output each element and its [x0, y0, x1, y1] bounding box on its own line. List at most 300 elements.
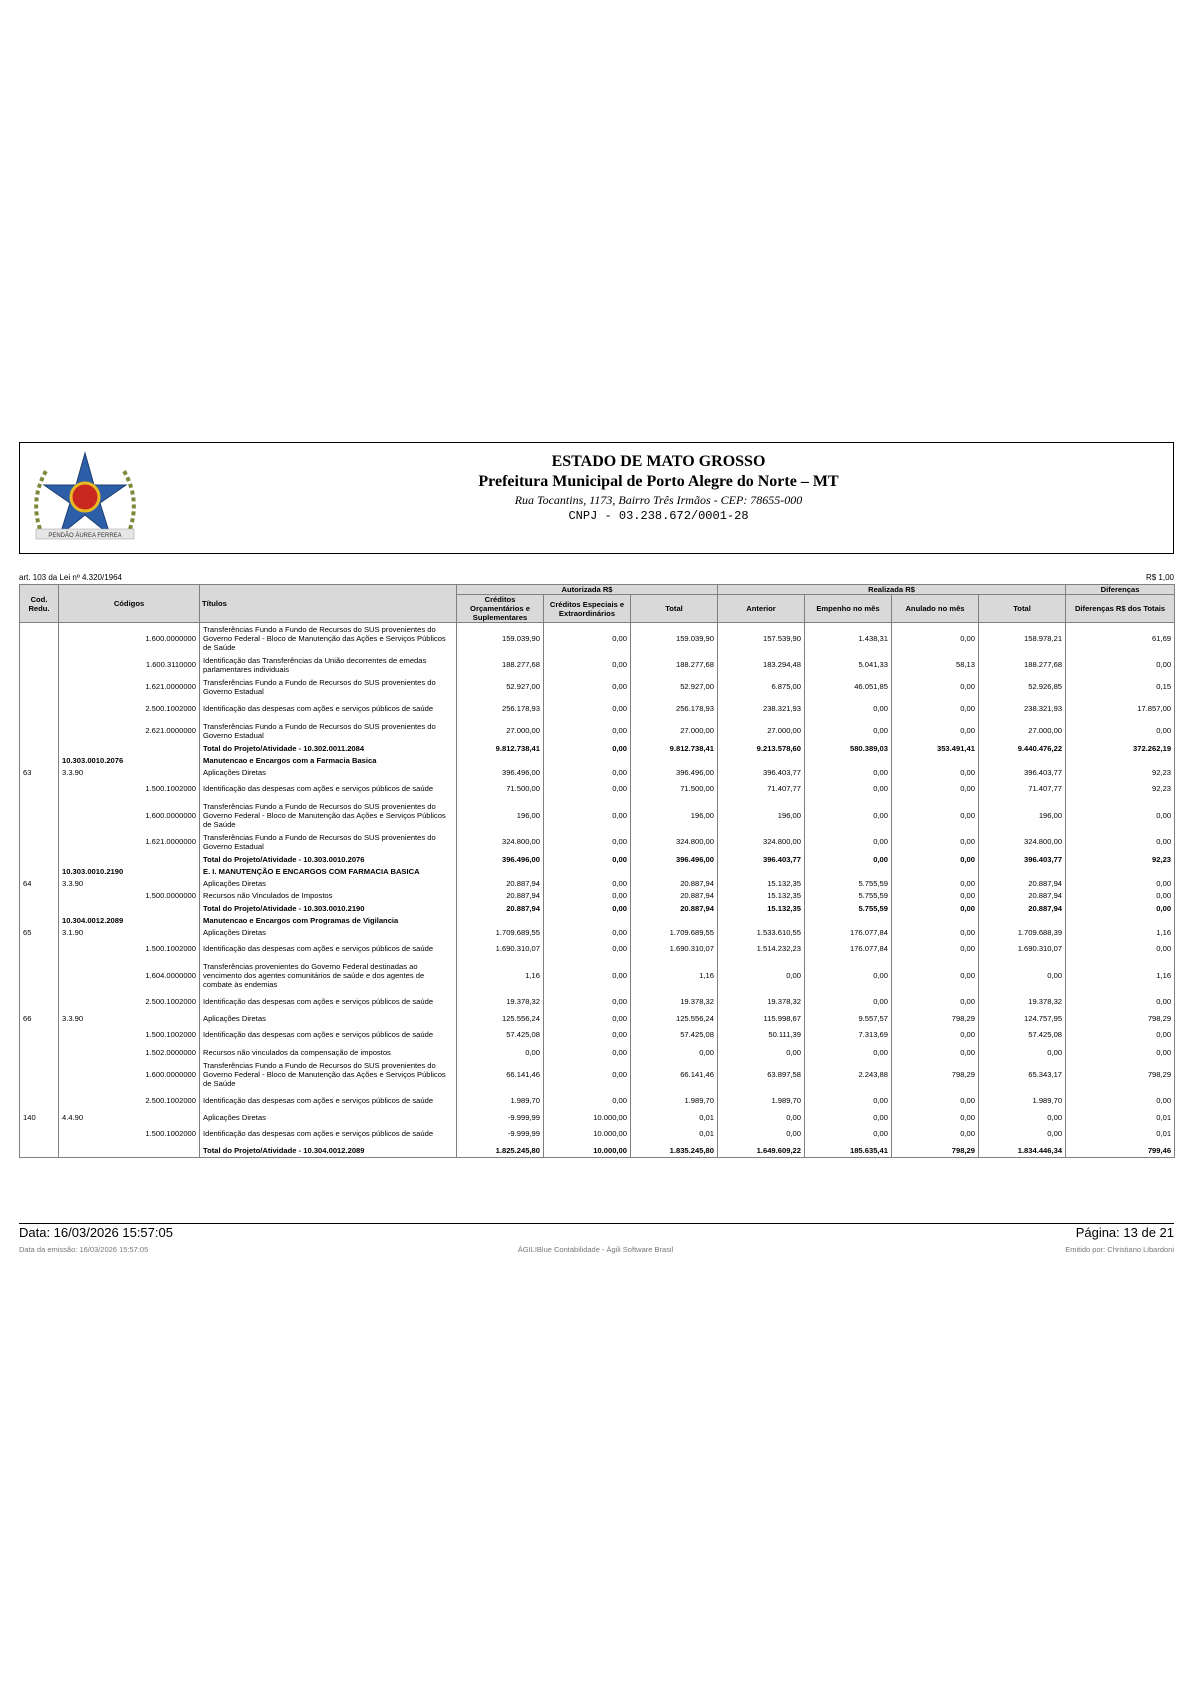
value-cell: 324.800,00 [979, 831, 1066, 853]
value-cell [805, 915, 892, 927]
value-cell: 256.178,93 [457, 698, 544, 720]
value-cell: 57.425,08 [631, 1024, 718, 1046]
value-cell: 19.378,32 [457, 991, 544, 1013]
value-cell: 0,00 [805, 720, 892, 742]
total-row [20, 853, 1175, 866]
software-name: ÁGILIBlue Contabilidade - Ágili Software Brasil [517, 1245, 674, 1254]
value-cell: 0,15 [1066, 676, 1175, 698]
cod-redu-cell [20, 1145, 59, 1158]
titulo-cell: Aplicações Diretas [200, 1013, 457, 1024]
value-cell: 185.635,41 [805, 1145, 892, 1158]
value-cell [1066, 755, 1175, 767]
value-cell [631, 755, 718, 767]
value-cell: 0,00 [892, 698, 979, 720]
value-cell: 396.403,77 [979, 767, 1066, 778]
group-diferencas: Diferenças [1066, 585, 1175, 595]
codigo-cell: 1.600.3110000 [59, 654, 200, 676]
codigo-cell: 3.3.90 [59, 878, 200, 889]
value-cell: 0,00 [544, 767, 631, 778]
value-cell: 0,00 [718, 960, 805, 991]
value-cell: 0,00 [892, 676, 979, 698]
value-cell: 1.825.245,80 [457, 1145, 544, 1158]
value-cell: 396.403,77 [718, 853, 805, 866]
value-cell: 159.039,90 [457, 623, 544, 654]
titulo-cell: Identificação das despesas com ações e serviços públicos de saúde [200, 1123, 457, 1145]
value-cell [805, 755, 892, 767]
value-cell: 1,16 [457, 960, 544, 991]
value-cell [631, 915, 718, 927]
col-titulos: Títulos [200, 585, 457, 623]
value-cell [718, 866, 805, 878]
codigo-cell: 1.500.0000000 [59, 889, 200, 902]
value-cell: 125.556,24 [631, 1013, 718, 1024]
value-cell: 1.709.689,55 [457, 927, 544, 938]
section-row [20, 915, 1175, 927]
col-anterior: Anterior [718, 595, 805, 623]
value-cell: 20.887,94 [631, 889, 718, 902]
col-anulado-mes: Anulado no mês [892, 595, 979, 623]
value-cell: 19.378,32 [979, 991, 1066, 1013]
value-cell [979, 915, 1066, 927]
value-cell: 52.927,00 [457, 676, 544, 698]
value-cell [544, 915, 631, 927]
cnpj: CNPJ - 03.238.672/0001-28 [568, 509, 749, 523]
codigo-cell [59, 742, 200, 755]
table-row [20, 991, 1175, 1013]
titulo-cell: Identificação das despesas com ações e serviços públicos de saúde [200, 938, 457, 960]
value-cell: 20.887,94 [979, 889, 1066, 902]
value-cell: 0,00 [544, 1090, 631, 1112]
table-row [20, 960, 1175, 991]
value-cell: 1.989,70 [979, 1090, 1066, 1112]
value-cell: 5.041,33 [805, 654, 892, 676]
titulo-cell: Transferências Fundo a Fundo de Recursos do SUS provenientes do Governo Federal - Bloco de Manutenção das Ações e Serviços Públicos de Saúde [200, 623, 457, 654]
value-cell: 0,00 [1066, 1024, 1175, 1046]
value-cell: 0,00 [892, 720, 979, 742]
value-cell [544, 866, 631, 878]
value-cell: 396.496,00 [457, 853, 544, 866]
value-cell: 0,00 [1066, 878, 1175, 889]
value-cell: 0,00 [892, 902, 979, 915]
value-cell: 0,00 [892, 927, 979, 938]
value-cell: 188.277,68 [631, 654, 718, 676]
cod-redu-cell [20, 960, 59, 991]
codigo-cell: 3.1.90 [59, 927, 200, 938]
value-cell: 0,00 [1066, 800, 1175, 831]
cod-redu-cell [20, 889, 59, 902]
table-row [20, 654, 1175, 676]
value-cell: 9.557,57 [805, 1013, 892, 1024]
table-row [20, 1123, 1175, 1145]
cod-redu-cell [20, 698, 59, 720]
titulo-cell: Total do Projeto/Atividade - 10.303.0010.2190 [200, 902, 457, 915]
codigo-cell: 1.500.1002000 [59, 1024, 200, 1046]
value-cell: 0,00 [979, 1112, 1066, 1123]
value-cell: 798,29 [1066, 1013, 1175, 1024]
codigo-cell: 3.3.90 [59, 1013, 200, 1024]
cod-redu-cell [20, 938, 59, 960]
value-cell: 0,00 [544, 720, 631, 742]
titulo-cell: Aplicações Diretas [200, 878, 457, 889]
titulo-cell: E. I. MANUTENÇÃO E ENCARGOS COM FARMACIA BASICA [200, 866, 457, 878]
value-cell: 1,16 [1066, 960, 1175, 991]
value-cell: 50.111,39 [718, 1024, 805, 1046]
col-cod-redu: Cod. Redu. [20, 585, 59, 623]
value-cell [979, 755, 1066, 767]
value-cell: 20.887,94 [457, 902, 544, 915]
value-cell: 0,00 [1066, 938, 1175, 960]
value-cell: 124.757,95 [979, 1013, 1066, 1024]
titulo-cell: Manutencao e Encargos com a Farmacia Basica [200, 755, 457, 767]
codigo-cell: 1.500.1002000 [59, 938, 200, 960]
codigo-cell [59, 1145, 200, 1158]
value-cell: 0,00 [805, 1090, 892, 1112]
titulo-cell: Recursos não vinculados da compensação de impostos [200, 1046, 457, 1059]
value-cell: 372.262,19 [1066, 742, 1175, 755]
value-cell: 27.000,00 [979, 720, 1066, 742]
codigo-cell: 1.500.1002000 [59, 778, 200, 800]
value-cell: 0,00 [544, 800, 631, 831]
cod-redu-cell [20, 720, 59, 742]
value-cell: 0,00 [892, 767, 979, 778]
value-cell: 1.649.609,22 [718, 1145, 805, 1158]
value-cell: 1.835.245,80 [631, 1145, 718, 1158]
value-cell: 7.313,69 [805, 1024, 892, 1046]
cod-redu-cell [20, 742, 59, 755]
value-cell: 238.321,93 [979, 698, 1066, 720]
value-cell: 0,00 [544, 1013, 631, 1024]
cod-redu-cell [20, 778, 59, 800]
col-total-realizada: Total [979, 595, 1066, 623]
table-row [20, 800, 1175, 831]
value-cell: 0,00 [1066, 1090, 1175, 1112]
value-cell [892, 866, 979, 878]
footer-divider [19, 1223, 1174, 1224]
law-reference: art. 103 da Lei nº 4.320/1964 [19, 573, 123, 582]
cod-redu-cell [20, 1059, 59, 1090]
codigo-cell: 2.500.1002000 [59, 991, 200, 1013]
codigo-cell: 2.500.1002000 [59, 698, 200, 720]
value-cell: 0,00 [544, 991, 631, 1013]
value-cell: 19.378,32 [631, 991, 718, 1013]
value-cell: 0,00 [892, 1112, 979, 1123]
value-cell: 71.500,00 [457, 778, 544, 800]
codigo-cell: 10.303.0010.2076 [59, 755, 200, 767]
value-cell [718, 915, 805, 927]
value-cell: 0,00 [544, 1059, 631, 1090]
value-cell: 125.556,24 [457, 1013, 544, 1024]
codigo-cell: 1.604.0000000 [59, 960, 200, 991]
value-cell: 66.141,46 [631, 1059, 718, 1090]
value-cell: 9.812.738,41 [631, 742, 718, 755]
value-cell: 1.438,31 [805, 623, 892, 654]
value-cell [805, 866, 892, 878]
titulo-cell: Identificação das despesas com ações e serviços públicos de saúde [200, 1090, 457, 1112]
value-cell: 92,23 [1066, 853, 1175, 866]
titulo-cell: Total do Projeto/Atividade - 10.304.0012.2089 [200, 1145, 457, 1158]
value-cell: 71.407,77 [718, 778, 805, 800]
value-cell: 58,13 [892, 654, 979, 676]
table-row [20, 889, 1175, 902]
value-cell: 0,00 [544, 927, 631, 938]
value-cell: 238.321,93 [718, 698, 805, 720]
cod-redu-cell [20, 853, 59, 866]
codigo-cell: 2.500.1002000 [59, 1090, 200, 1112]
value-cell: 183.294,48 [718, 654, 805, 676]
table-row [20, 927, 1175, 938]
cod-redu-cell [20, 902, 59, 915]
table-row [20, 1013, 1175, 1024]
value-cell: 0,00 [805, 800, 892, 831]
value-cell: -9.999,99 [457, 1112, 544, 1123]
titulo-cell: Transferências Fundo a Fundo de Recursos do SUS provenientes do Governo Federal - Bloco de Manutenção das Ações e Serviços Públicos de Saúde [200, 1059, 457, 1090]
value-cell: 92,23 [1066, 767, 1175, 778]
address: Rua Tocantins, 1173, Bairro Três Irmãos - CEP: 78655-000 [514, 493, 803, 507]
value-cell: 52.927,00 [631, 676, 718, 698]
value-cell [457, 915, 544, 927]
value-cell: 799,46 [1066, 1145, 1175, 1158]
cod-redu-cell [20, 1024, 59, 1046]
value-cell: 0,00 [1066, 720, 1175, 742]
value-cell: 0,00 [805, 960, 892, 991]
value-cell: 324.800,00 [457, 831, 544, 853]
value-cell: 188.277,68 [979, 654, 1066, 676]
titulo-cell: Total do Projeto/Atividade - 10.303.0010.2076 [200, 853, 457, 866]
col-total-autorizada: Total [631, 595, 718, 623]
value-cell: 1.709.689,55 [631, 927, 718, 938]
value-cell: 115.998,67 [718, 1013, 805, 1024]
value-cell: 1.989,70 [718, 1090, 805, 1112]
value-cell: 396.496,00 [631, 853, 718, 866]
codigo-cell [59, 902, 200, 915]
value-cell: 0,00 [805, 1112, 892, 1123]
value-cell [892, 755, 979, 767]
value-cell: 0,00 [1066, 991, 1175, 1013]
cod-redu-cell: 65 [20, 927, 59, 938]
codigo-cell: 10.303.0010.2190 [59, 866, 200, 878]
value-cell: 0,00 [718, 1123, 805, 1145]
value-cell: 15.132,35 [718, 878, 805, 889]
codigo-cell: 4.4.90 [59, 1112, 200, 1123]
titulo-cell: Identificação das despesas com ações e serviços públicos de saúde [200, 991, 457, 1013]
value-cell: 0,00 [805, 1046, 892, 1059]
budget-table [19, 584, 1175, 1158]
value-cell: 0,00 [892, 878, 979, 889]
value-cell: 256.178,93 [631, 698, 718, 720]
titulo-cell: Total do Projeto/Atividade - 10.302.0011.2084 [200, 742, 457, 755]
value-cell: 27.000,00 [631, 720, 718, 742]
value-cell: 0,01 [631, 1123, 718, 1145]
prefeitura-name: Prefeitura Municipal de Porto Alegre do Norte – MT [478, 473, 839, 490]
titulo-cell: Aplicações Diretas [200, 1112, 457, 1123]
titulo-cell: Transferências Fundo a Fundo de Recursos do SUS provenientes do Governo Estadual [200, 720, 457, 742]
total-row [20, 902, 1175, 915]
value-cell: 0,00 [631, 1046, 718, 1059]
value-cell: 0,00 [544, 1046, 631, 1059]
value-cell: 1.514.232,23 [718, 938, 805, 960]
value-cell: 0,00 [979, 960, 1066, 991]
value-cell: 0,01 [631, 1112, 718, 1123]
titulo-cell: Aplicações Diretas [200, 927, 457, 938]
value-cell: 1.690.310,07 [979, 938, 1066, 960]
value-cell: 1.834.446,34 [979, 1145, 1066, 1158]
value-cell: 0,00 [718, 1112, 805, 1123]
titulo-cell: Transferências Fundo a Fundo de Recursos do SUS provenientes do Governo Estadual [200, 676, 457, 698]
value-cell: 0,00 [457, 1046, 544, 1059]
value-cell: 92,23 [1066, 778, 1175, 800]
table-row [20, 1024, 1175, 1046]
section-row [20, 866, 1175, 878]
col-codigos: Códigos [59, 585, 200, 623]
value-cell: 20.887,94 [457, 878, 544, 889]
titulo-cell: Recursos não Vinculados de Impostos [200, 889, 457, 902]
titulo-cell: Transferências Fundo a Fundo de Recursos do SUS provenientes do Governo Estadual [200, 831, 457, 853]
value-cell: 52.926,85 [979, 676, 1066, 698]
titulo-cell: Identificação das despesas com ações e serviços públicos de saúde [200, 1024, 457, 1046]
value-cell: 1.690.310,07 [631, 938, 718, 960]
value-cell: 0,00 [892, 831, 979, 853]
cod-redu-cell: 63 [20, 767, 59, 778]
codigo-cell: 1.621.0000000 [59, 676, 200, 698]
value-cell: 66.141,46 [457, 1059, 544, 1090]
codigo-cell: 1.600.0000000 [59, 800, 200, 831]
value-cell: 10.000,00 [544, 1112, 631, 1123]
value-cell: 0,00 [1066, 654, 1175, 676]
cod-redu-cell [20, 800, 59, 831]
cod-redu-cell [20, 755, 59, 767]
cod-redu-cell [20, 991, 59, 1013]
value-cell: 0,00 [892, 938, 979, 960]
value-cell: 20.887,94 [631, 902, 718, 915]
value-cell: 0,00 [892, 1024, 979, 1046]
table-row [20, 698, 1175, 720]
value-cell: 396.403,77 [718, 767, 805, 778]
value-cell: 19.378,32 [718, 991, 805, 1013]
value-cell: 1.709.688,39 [979, 927, 1066, 938]
value-cell: 158.978,21 [979, 623, 1066, 654]
value-cell: 0,00 [892, 1123, 979, 1145]
value-cell [457, 866, 544, 878]
value-cell: 27.000,00 [718, 720, 805, 742]
value-cell: 324.800,00 [718, 831, 805, 853]
col-diferencas-totais: Diferenças R$ dos Totais [1066, 595, 1175, 623]
value-cell: -9.999,99 [457, 1123, 544, 1145]
col-creditos-orcamentarios: Créditos Orçamentários e Suplementares [457, 595, 544, 623]
seal-motto: PENDÃO ÁUREA FERREA [48, 533, 122, 539]
cod-redu-cell: 140 [20, 1112, 59, 1123]
table-row [20, 720, 1175, 742]
value-cell: 0,00 [805, 767, 892, 778]
value-cell: 0,00 [892, 991, 979, 1013]
section-row [20, 755, 1175, 767]
value-cell [631, 866, 718, 878]
codigo-cell: 1.621.0000000 [59, 831, 200, 853]
value-cell: 15.132,35 [718, 889, 805, 902]
value-cell: 0,00 [805, 853, 892, 866]
value-cell: 0,00 [805, 831, 892, 853]
value-cell: 324.800,00 [631, 831, 718, 853]
value-cell: 176.077,84 [805, 938, 892, 960]
value-cell: 20.887,94 [979, 878, 1066, 889]
value-cell: 0,00 [892, 800, 979, 831]
value-cell: 396.496,00 [631, 767, 718, 778]
page-number: Página: 13 de 21 [1075, 1225, 1174, 1240]
value-cell: 5.755,59 [805, 902, 892, 915]
value-cell: 20.887,94 [979, 902, 1066, 915]
value-cell: 0,00 [544, 831, 631, 853]
value-cell: 0,00 [892, 889, 979, 902]
value-cell: 0,00 [892, 778, 979, 800]
titulo-cell: Transferências Fundo a Fundo de Recursos do SUS provenientes do Governo Federal - Bloco de Manutenção das Ações e Serviços Públicos de Saúde [200, 800, 457, 831]
col-creditos-especiais: Créditos Especiais e Extraordinários [544, 595, 631, 623]
value-cell: 580.389,03 [805, 742, 892, 755]
value-cell: 157.539,90 [718, 623, 805, 654]
group-realizada: Realizada R$ [718, 585, 1066, 595]
codigo-cell: 3.3.90 [59, 767, 200, 778]
codigo-cell: 2.621.0000000 [59, 720, 200, 742]
value-cell: 0,01 [1066, 1112, 1175, 1123]
value-cell: 159.039,90 [631, 623, 718, 654]
table-row [20, 767, 1175, 778]
value-cell [979, 866, 1066, 878]
titulo-cell: Identificação das despesas com ações e serviços públicos de saúde [200, 778, 457, 800]
value-cell [1066, 866, 1175, 878]
value-cell: 196,00 [979, 800, 1066, 831]
value-cell: 1.989,70 [631, 1090, 718, 1112]
value-cell: 1,16 [631, 960, 718, 991]
value-cell: 65.343,17 [979, 1059, 1066, 1090]
total-row [20, 742, 1175, 755]
value-cell: 0,00 [805, 778, 892, 800]
value-cell: 20.887,94 [457, 889, 544, 902]
value-cell: 5.755,59 [805, 889, 892, 902]
value-cell: 0,00 [544, 853, 631, 866]
value-cell: 0,00 [892, 1046, 979, 1059]
value-cell: 10.000,00 [544, 1123, 631, 1145]
value-cell: 1,16 [1066, 927, 1175, 938]
value-cell: 196,00 [631, 800, 718, 831]
value-cell: 0,00 [979, 1123, 1066, 1145]
value-cell: 63.897,58 [718, 1059, 805, 1090]
cod-redu-cell [20, 831, 59, 853]
value-cell: 0,00 [892, 853, 979, 866]
value-cell: 0,00 [1066, 889, 1175, 902]
value-cell: 9.213.578,60 [718, 742, 805, 755]
value-cell: 798,29 [1066, 1059, 1175, 1090]
table-row [20, 1046, 1175, 1059]
value-cell: 9.812.738,41 [457, 742, 544, 755]
value-cell: 0,00 [1066, 902, 1175, 915]
titulo-cell: Manutencao e Encargos com Programas de Vigilancia [200, 915, 457, 927]
value-cell: 9.440.476,22 [979, 742, 1066, 755]
value-cell: 1.533.610,55 [718, 927, 805, 938]
value-cell: 798,29 [892, 1013, 979, 1024]
value-cell: 0,00 [1066, 1046, 1175, 1059]
table-row [20, 778, 1175, 800]
cod-redu-cell: 66 [20, 1013, 59, 1024]
value-cell: 0,00 [979, 1046, 1066, 1059]
cod-redu-cell [20, 623, 59, 654]
value-cell: 353.491,41 [892, 742, 979, 755]
value-cell: 0,00 [544, 960, 631, 991]
value-cell: 0,00 [544, 889, 631, 902]
codigo-cell [59, 853, 200, 866]
cod-redu-cell: 64 [20, 878, 59, 889]
table-row [20, 831, 1175, 853]
coat-of-arms-icon [26, 449, 144, 547]
document-header [19, 442, 1174, 554]
value-cell: 57.425,08 [979, 1024, 1066, 1046]
